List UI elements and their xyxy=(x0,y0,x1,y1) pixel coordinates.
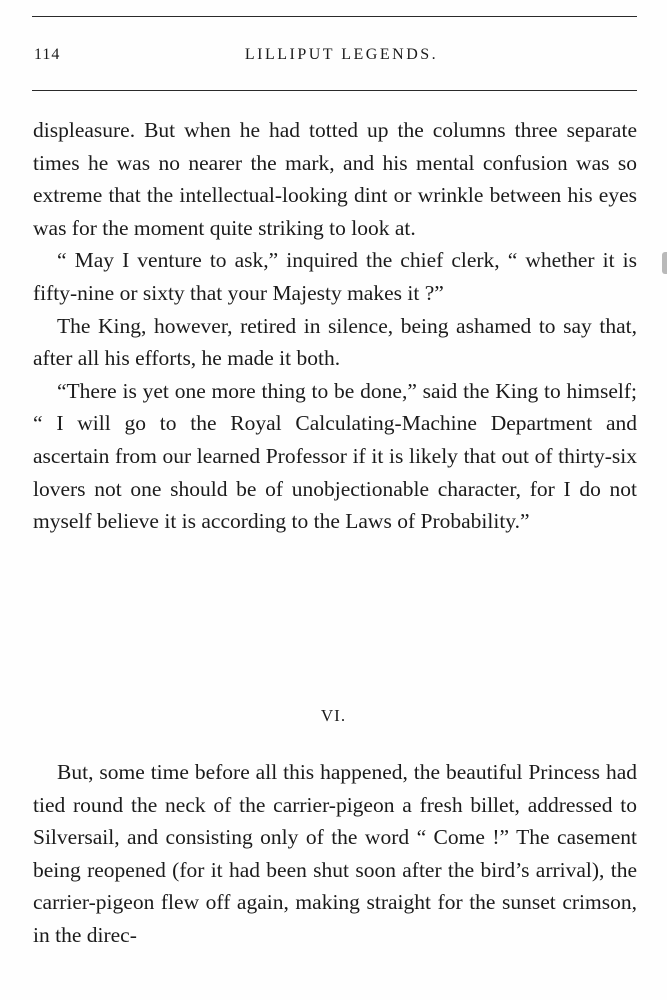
paragraph: But, some time before all this happened, the beautiful Princess had tied round the neck of the carrier-pigeon a fresh billet, addressed to Silversail, and consisting only of the word “ Come !” The casement being reopened (for it had been shut soon after the bird’s arrival), the carrier-pigeon flew off again, making straight for the sunset crimson, in the direc- xyxy=(33,760,637,947)
paragraph: The King, however, retired in silence, being ashamed to say that, after all his efforts, he made it both. xyxy=(33,313,637,371)
text-block-before-section xyxy=(33,114,637,538)
page-number: 114 xyxy=(34,46,61,63)
paragraph: displeasure. But when he had totted up the columns three separate times he was no nearer the mark, and his mental confusion was so extreme that the intellectual-looking dint or wrinkle between his eyes was for the moment quite striking to look at. xyxy=(33,118,637,240)
top-rule xyxy=(32,16,637,17)
page-edge-shadow xyxy=(662,252,667,274)
paragraph: “ May I venture to ask,” inquired the chief clerk, “ whether it is fifty-nine or sixty that your Majesty makes it ?” xyxy=(33,248,637,305)
section-number: VI. xyxy=(320,706,347,725)
running-title: LILLIPUT LEGENDS. xyxy=(244,46,439,63)
text-block-after-section xyxy=(33,756,637,952)
running-head xyxy=(34,46,637,68)
paragraph: “There is yet one more thing to be done,” said the King to himself; “ I will go to the Royal Calculating-Machine Department and ascertain from our learned Professor if it is likely that out of thirty-six lovers not one should be of unobjectionable character, for I do not myself believe it is according to the Laws of Probability.” xyxy=(33,378,637,534)
header-rule xyxy=(32,90,637,91)
